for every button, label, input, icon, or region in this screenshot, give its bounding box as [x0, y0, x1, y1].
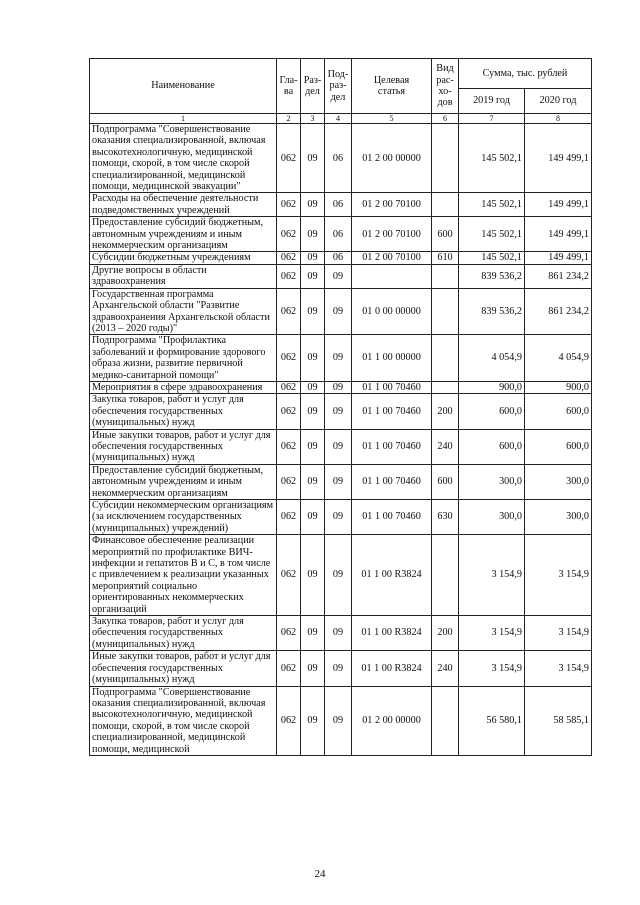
row-name-cell: Субсидии бюджетным учреждениям: [90, 252, 277, 264]
row-amount-2019-cell: 600,0: [459, 394, 525, 429]
row-subsection-cell: 09: [325, 651, 352, 686]
row-chapter-cell: 062: [277, 124, 301, 193]
row-amount-2020-cell: 3 154,9: [525, 616, 592, 651]
row-target-cell: 01 2 00 70100: [352, 193, 432, 217]
row-chapter-cell: 062: [277, 264, 301, 288]
row-amount-2020-cell: 4 054,9: [525, 335, 592, 382]
header-year-2019: 2019 год: [459, 89, 525, 114]
row-amount-2019-cell: 145 502,1: [459, 193, 525, 217]
row-amount-2020-cell: 600,0: [525, 429, 592, 464]
header-subsection: Под- раз- дел: [325, 59, 352, 114]
col-number: 5: [352, 114, 432, 124]
row-section-cell: 09: [301, 335, 325, 382]
row-target-cell: 01 1 00 R3824: [352, 616, 432, 651]
row-name-cell: Иные закупки товаров, работ и услуг для обеспечения государственных (муниципальных) нужд: [90, 651, 277, 686]
row-expense-type-cell: 630: [432, 500, 459, 535]
row-chapter-cell: 062: [277, 217, 301, 252]
row-section-cell: 09: [301, 464, 325, 499]
row-target-cell: 01 0 00 00000: [352, 288, 432, 335]
col-number: 1: [90, 114, 277, 124]
row-subsection-cell: 09: [325, 500, 352, 535]
row-expense-type-cell: 240: [432, 651, 459, 686]
col-number: 3: [301, 114, 325, 124]
row-section-cell: 09: [301, 429, 325, 464]
row-name-cell: Расходы на обеспечение деятельности подведомственных учреждений: [90, 193, 277, 217]
row-chapter-cell: 062: [277, 686, 301, 755]
row-section-cell: 09: [301, 193, 325, 217]
row-section-cell: 09: [301, 394, 325, 429]
row-amount-2020-cell: 861 234,2: [525, 288, 592, 335]
table-row: [90, 394, 592, 429]
row-amount-2019-cell: 300,0: [459, 500, 525, 535]
row-amount-2020-cell: 861 234,2: [525, 264, 592, 288]
row-expense-type-cell: 240: [432, 429, 459, 464]
row-name-cell: Другие вопросы в области здравоохранения: [90, 264, 277, 288]
col-number: 7: [459, 114, 525, 124]
row-amount-2020-cell: 149 499,1: [525, 252, 592, 264]
row-target-cell: 01 1 00 70460: [352, 394, 432, 429]
row-section-cell: 09: [301, 217, 325, 252]
row-expense-type-cell: [432, 124, 459, 193]
row-expense-type-cell: [432, 288, 459, 335]
col-number: 6: [432, 114, 459, 124]
row-amount-2019-cell: 600,0: [459, 429, 525, 464]
row-name-cell: Мероприятия в сфере здравоохранения: [90, 381, 277, 393]
row-subsection-cell: 09: [325, 616, 352, 651]
row-name-cell: Финансовое обеспечение реализации мероприятий по профилактике ВИЧ-инфекции и гепатитов B и C, в том числе с привлечением к реализации указанных мероприятий социально ориентированных некоммерческих организаций: [90, 535, 277, 616]
table-row: [90, 686, 592, 755]
row-amount-2019-cell: 3 154,9: [459, 535, 525, 616]
row-amount-2020-cell: 3 154,9: [525, 535, 592, 616]
row-subsection-cell: 09: [325, 381, 352, 393]
row-name-cell: Субсидии некоммерческим организациям (за исключением государственных (муниципальных) учреждений): [90, 500, 277, 535]
row-chapter-cell: 062: [277, 288, 301, 335]
row-target-cell: 01 1 00 R3824: [352, 535, 432, 616]
table-row: [90, 616, 592, 651]
column-numbers-row: [90, 114, 592, 124]
row-expense-type-cell: [432, 335, 459, 382]
row-section-cell: 09: [301, 252, 325, 264]
row-section-cell: 09: [301, 264, 325, 288]
row-chapter-cell: 062: [277, 252, 301, 264]
row-section-cell: 09: [301, 535, 325, 616]
row-subsection-cell: 06: [325, 124, 352, 193]
row-amount-2020-cell: 149 499,1: [525, 193, 592, 217]
table-row: [90, 651, 592, 686]
row-subsection-cell: 09: [325, 429, 352, 464]
row-amount-2019-cell: 839 536,2: [459, 288, 525, 335]
row-subsection-cell: 09: [325, 686, 352, 755]
row-name-cell: Подпрограмма "Профилактика заболеваний и формирование здорового образа жизни, развитие первичной медико-санитарной помощи": [90, 335, 277, 382]
row-section-cell: 09: [301, 500, 325, 535]
row-chapter-cell: 062: [277, 535, 301, 616]
row-chapter-cell: 062: [277, 651, 301, 686]
row-section-cell: 09: [301, 124, 325, 193]
row-target-cell: 01 1 00 70460: [352, 464, 432, 499]
row-amount-2019-cell: 145 502,1: [459, 252, 525, 264]
row-amount-2020-cell: 900,0: [525, 381, 592, 393]
row-amount-2019-cell: 3 154,9: [459, 616, 525, 651]
row-subsection-cell: 09: [325, 394, 352, 429]
header-chapter: Гла- ва: [277, 59, 301, 114]
row-chapter-cell: 062: [277, 429, 301, 464]
header-target: Целевая статья: [352, 59, 432, 114]
row-target-cell: [352, 264, 432, 288]
row-subsection-cell: 09: [325, 335, 352, 382]
table-row: [90, 464, 592, 499]
row-target-cell: 01 1 00 70460: [352, 500, 432, 535]
row-target-cell: 01 2 00 00000: [352, 686, 432, 755]
row-expense-type-cell: [432, 535, 459, 616]
row-expense-type-cell: [432, 264, 459, 288]
table-row: [90, 381, 592, 393]
table-row: [90, 535, 592, 616]
row-target-cell: 01 2 00 00000: [352, 124, 432, 193]
row-amount-2020-cell: 300,0: [525, 464, 592, 499]
row-subsection-cell: 09: [325, 535, 352, 616]
page-number: 24: [314, 868, 326, 880]
row-section-cell: 09: [301, 616, 325, 651]
row-name-cell: Закупка товаров, работ и услуг для обеспечения государственных (муниципальных) нужд: [90, 616, 277, 651]
row-amount-2020-cell: 149 499,1: [525, 124, 592, 193]
row-name-cell: Подпрограмма "Совершенствование оказания специализированной, включая высокотехнологичную, медицинской помощи, скорой, в том числе скорой специализированной, медицинской помощи, медицинской: [90, 686, 277, 755]
row-amount-2019-cell: 145 502,1: [459, 217, 525, 252]
row-name-cell: Закупка товаров, работ и услуг для обеспечения государственных (муниципальных) нужд: [90, 394, 277, 429]
header-section: Раз- дел: [301, 59, 325, 114]
row-expense-type-cell: [432, 686, 459, 755]
header-year-2020: 2020 год: [525, 89, 592, 114]
col-number: 8: [525, 114, 592, 124]
table-row: [90, 217, 592, 252]
row-subsection-cell: 06: [325, 217, 352, 252]
header-name: Наименование: [90, 59, 277, 114]
row-chapter-cell: 062: [277, 193, 301, 217]
table-row: [90, 264, 592, 288]
col-number: 2: [277, 114, 301, 124]
row-chapter-cell: 062: [277, 616, 301, 651]
row-name-cell: Государственная программа Архангельской области "Развитие здравоохранения Архангельской области (2013 – 2020 годы)": [90, 288, 277, 335]
row-chapter-cell: 062: [277, 464, 301, 499]
row-target-cell: 01 1 00 R3824: [352, 651, 432, 686]
header-sum: Сумма, тыс. рублей: [459, 59, 592, 89]
row-section-cell: 09: [301, 651, 325, 686]
row-subsection-cell: 09: [325, 464, 352, 499]
row-subsection-cell: 06: [325, 193, 352, 217]
row-expense-type-cell: 600: [432, 217, 459, 252]
row-chapter-cell: 062: [277, 381, 301, 393]
col-number: 4: [325, 114, 352, 124]
row-target-cell: 01 2 00 70100: [352, 252, 432, 264]
row-subsection-cell: 09: [325, 288, 352, 335]
header-expense-type: Вид рас- хо- дов: [432, 59, 459, 114]
row-amount-2020-cell: 3 154,9: [525, 651, 592, 686]
row-amount-2019-cell: 900,0: [459, 381, 525, 393]
row-target-cell: 01 1 00 70460: [352, 381, 432, 393]
row-amount-2020-cell: 600,0: [525, 394, 592, 429]
row-section-cell: 09: [301, 288, 325, 335]
row-name-cell: Подпрограмма "Совершенствование оказания специализированной, включая высокотехнологичную, медицинской помощи, скорой, в том числе скорой специализированной, медицинской помощи, медицинской эвакуации": [90, 124, 277, 193]
table-row: [90, 335, 592, 382]
row-target-cell: 01 2 00 70100: [352, 217, 432, 252]
row-amount-2019-cell: 3 154,9: [459, 651, 525, 686]
row-expense-type-cell: 610: [432, 252, 459, 264]
row-amount-2019-cell: 145 502,1: [459, 124, 525, 193]
table-row: [90, 252, 592, 264]
row-expense-type-cell: 200: [432, 394, 459, 429]
row-expense-type-cell: [432, 381, 459, 393]
row-expense-type-cell: 600: [432, 464, 459, 499]
row-expense-type-cell: 200: [432, 616, 459, 651]
row-target-cell: 01 1 00 70460: [352, 429, 432, 464]
budget-table: [89, 58, 592, 756]
row-amount-2019-cell: 56 580,1: [459, 686, 525, 755]
table-row: [90, 429, 592, 464]
row-amount-2019-cell: 300,0: [459, 464, 525, 499]
row-amount-2020-cell: 58 585,1: [525, 686, 592, 755]
row-subsection-cell: 06: [325, 252, 352, 264]
table-row: [90, 500, 592, 535]
row-name-cell: Иные закупки товаров, работ и услуг для обеспечения государственных (муниципальных) нужд: [90, 429, 277, 464]
table-row: [90, 193, 592, 217]
row-amount-2019-cell: 4 054,9: [459, 335, 525, 382]
row-name-cell: Предоставление субсидий бюджетным, автономным учреждениям и иным некоммерческим организациям: [90, 217, 277, 252]
row-amount-2020-cell: 300,0: [525, 500, 592, 535]
row-chapter-cell: 062: [277, 394, 301, 429]
row-section-cell: 09: [301, 686, 325, 755]
row-name-cell: Предоставление субсидий бюджетным, автономным учреждениям и иным некоммерческим организациям: [90, 464, 277, 499]
row-amount-2020-cell: 149 499,1: [525, 217, 592, 252]
table-row: [90, 124, 592, 193]
row-amount-2019-cell: 839 536,2: [459, 264, 525, 288]
row-expense-type-cell: [432, 193, 459, 217]
row-section-cell: 09: [301, 381, 325, 393]
row-chapter-cell: 062: [277, 335, 301, 382]
table-row: [90, 288, 592, 335]
row-target-cell: 01 1 00 00000: [352, 335, 432, 382]
row-chapter-cell: 062: [277, 500, 301, 535]
row-subsection-cell: 09: [325, 264, 352, 288]
